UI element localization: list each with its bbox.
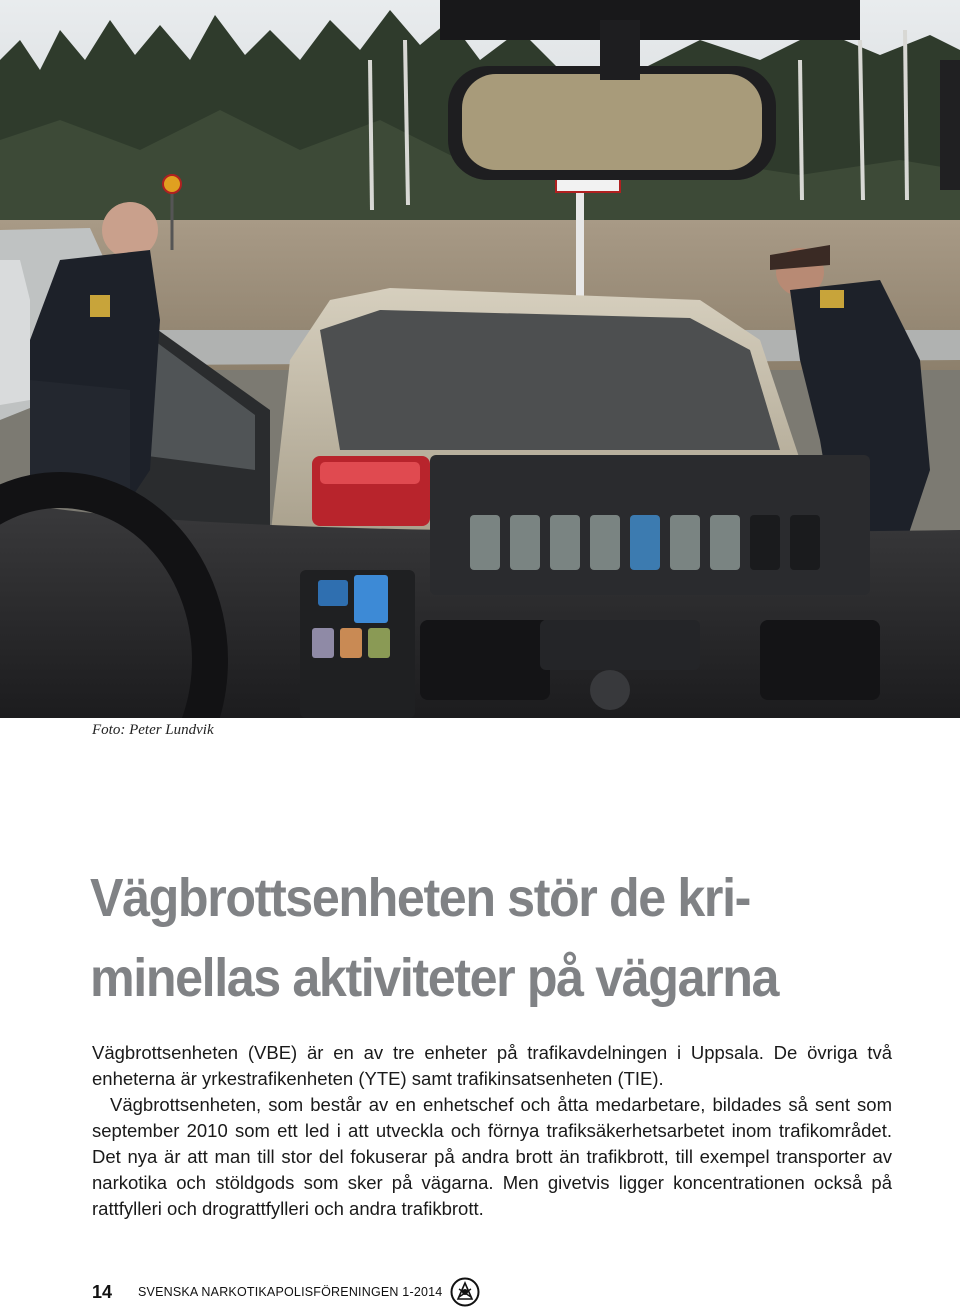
page-footer xyxy=(92,1276,480,1308)
page-number: 14 xyxy=(92,1281,113,1302)
article-headline xyxy=(90,858,853,1018)
headline-line-2: minellas aktiviteter på vägarna xyxy=(90,948,779,1008)
body-paragraph-1: Vägbrottsenheten (VBE) är en av tre enheter på trafikavdelningen i Uppsala. De övriga två enheterna är yrkestrafikenheten (YTE) samt trafikinsatsenheten (TIE). xyxy=(92,1042,892,1089)
body-paragraph-2: Vägbrottsenheten, som består av en enhetschef och åtta medarbetare, bildades så sent som september 2010 som ett led i att utveckla och förnya trafiksäkerhetsarbetet inom trafikområdet. Det nya är att man till stor del fokuserar på andra brott än trafikbrott, till exempel transporter av narkotika och stöldgods som sker på vägarna. Men givetvis ligger koncentrationen också på rattfylleri och drograttfylleri och andra trafikbrott. xyxy=(92,1094,892,1219)
association-emblem-icon xyxy=(450,1277,480,1307)
publication-name: SVENSKA NARKOTIKAPOLISFÖRENINGEN 1-2014 xyxy=(138,1285,443,1299)
article-body xyxy=(92,1040,892,1222)
photo-caption: Foto: Peter Lundvik xyxy=(92,722,214,738)
headline-line-1: Vägbrottsenheten stör de kri- xyxy=(90,868,750,928)
